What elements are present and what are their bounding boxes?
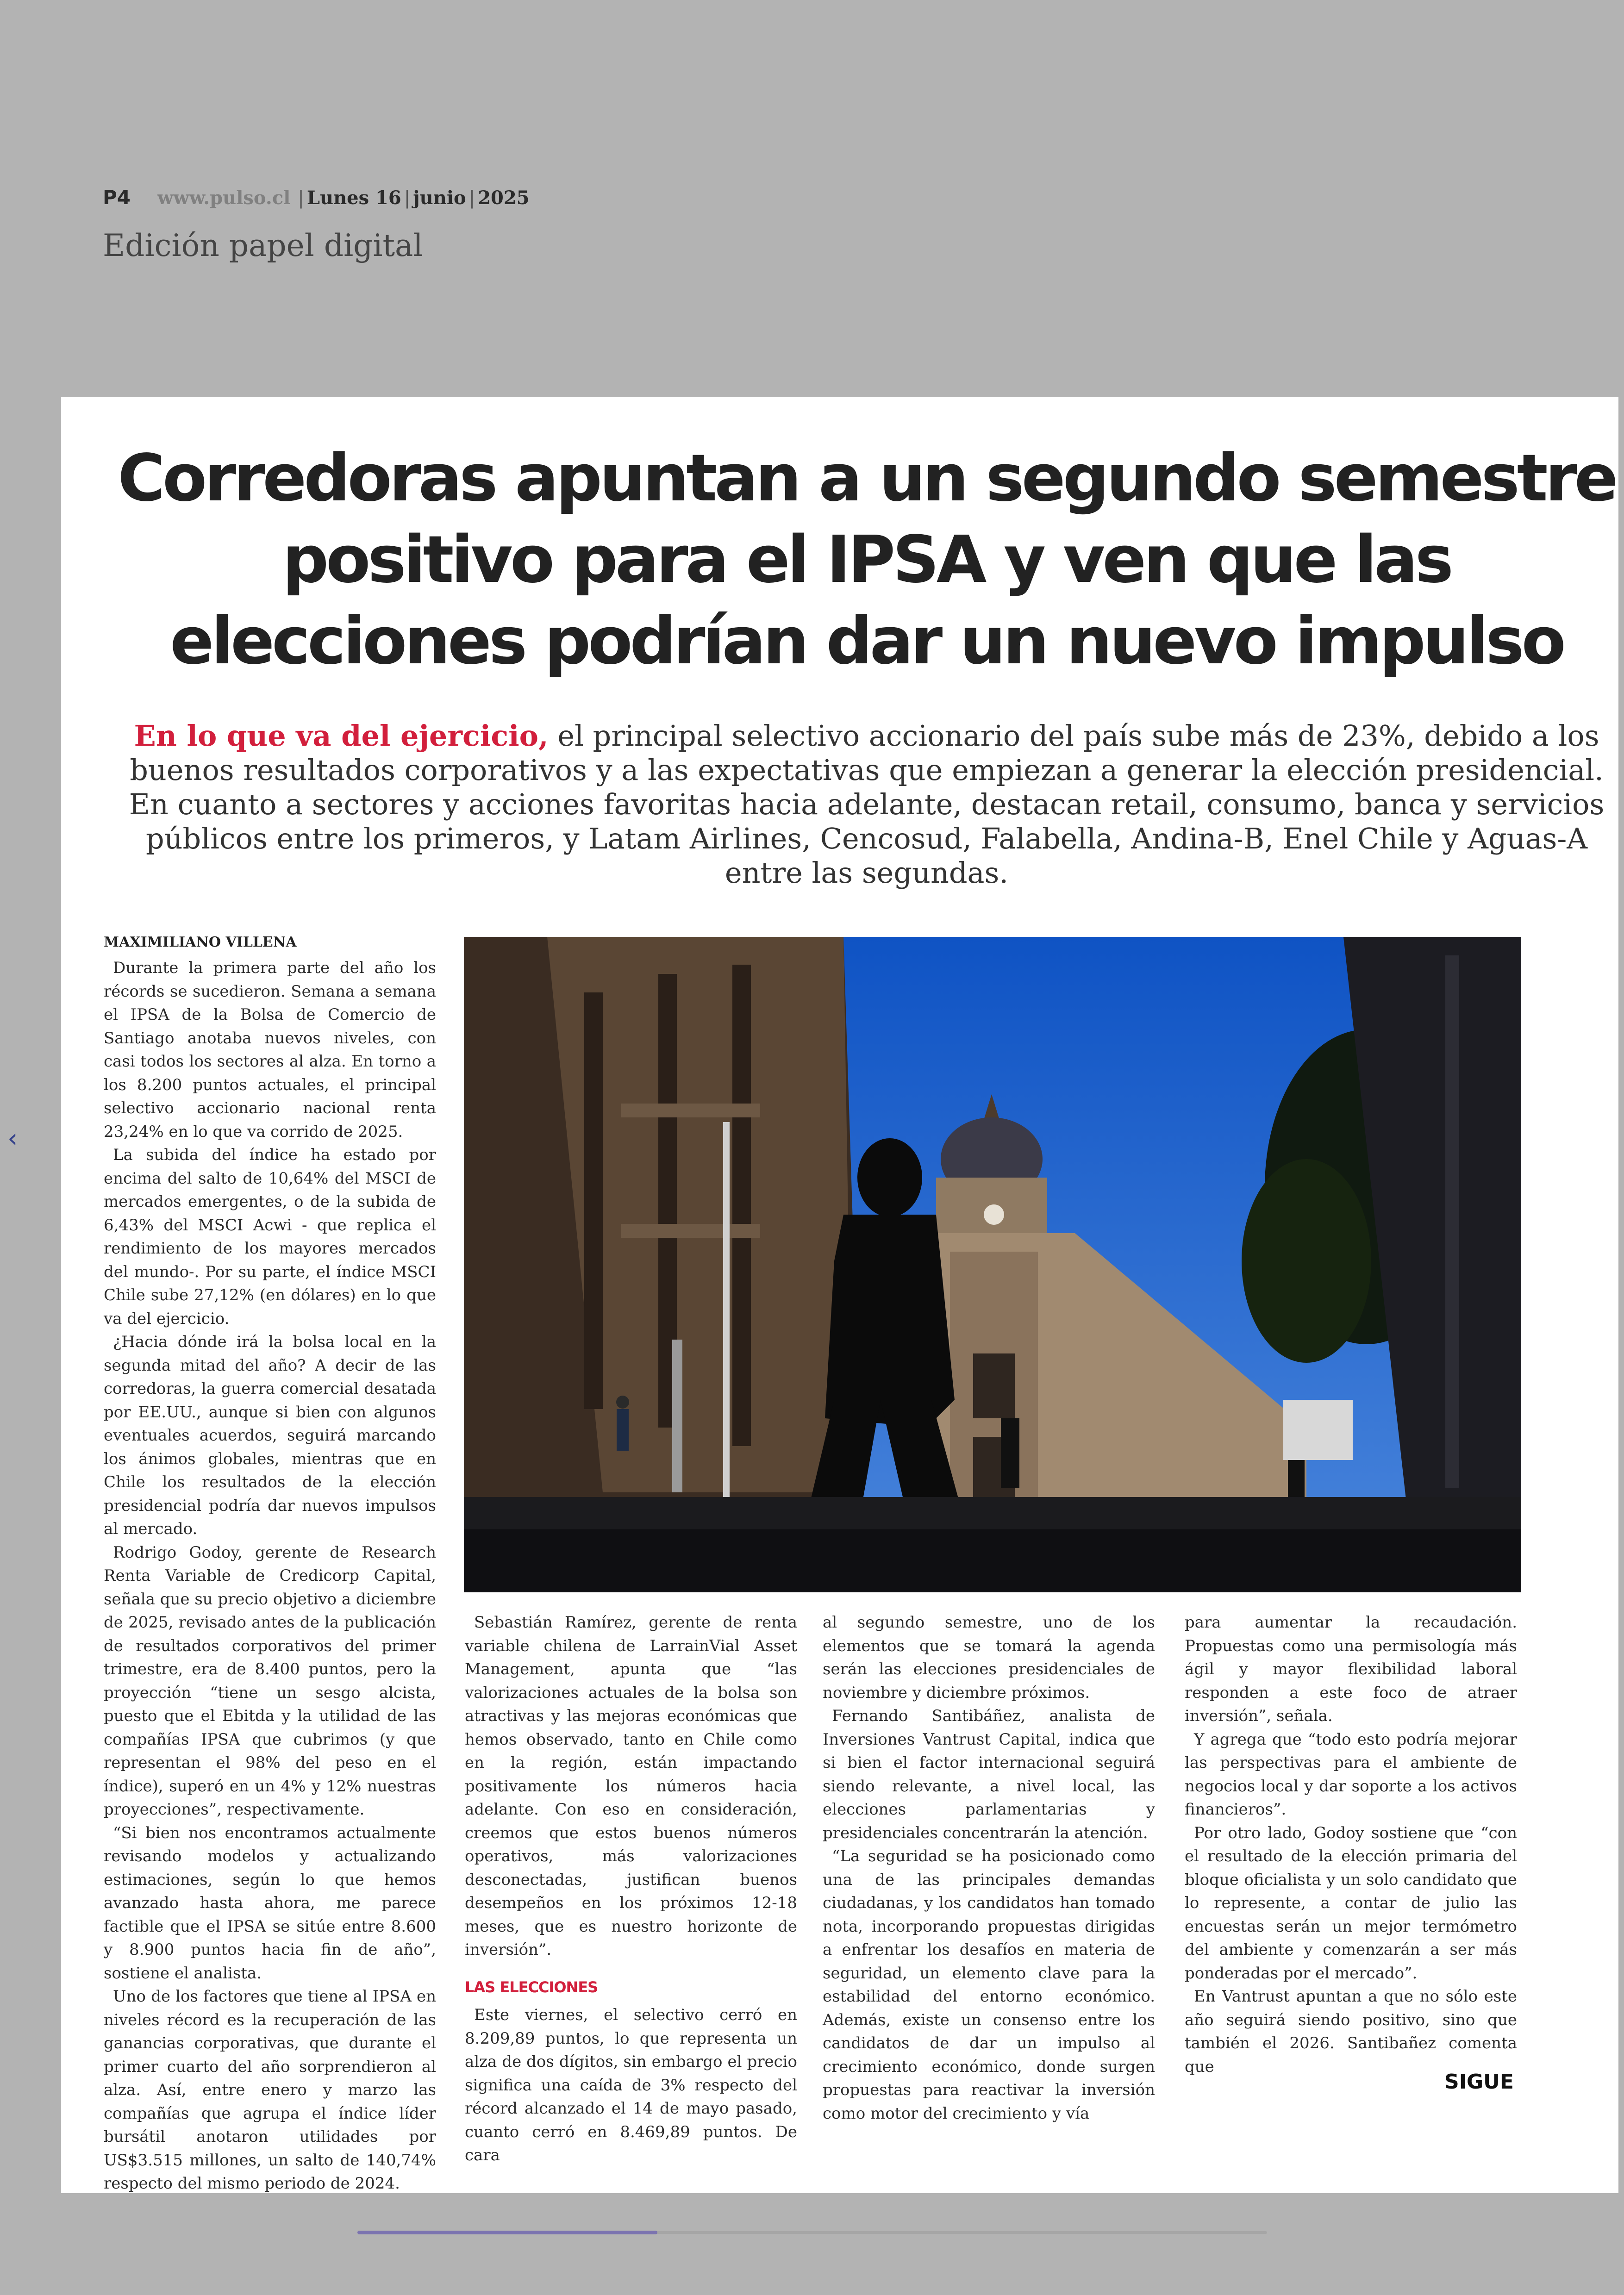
newspaper-page: [61, 397, 1618, 2193]
article-column-1: [104, 956, 436, 2195]
article-photo: [464, 937, 1521, 1592]
paragraph: Durante la primera parte del año los récords se sucedieron. Semana a semana el IPSA de la Bolsa de Comercio de Santiago anotaba nuevos niveles, con casi todos los sectores al alza. En torno a los 8.200 puntos actuales, el principal selectivo accionario nacional renta 23,24% en lo que va corrido de 2025.: [104, 959, 436, 1141]
article-column-4: [1185, 1611, 1517, 2078]
paragraph: para aumentar la recaudación. Propuestas como una permisología más ágil y mayor flexibilidad laboral responden a este foco de atraer inversión”, señala.: [1185, 1613, 1517, 1725]
street-scene-illustration: [464, 937, 1521, 1592]
paragraph: Fernando Santibáñez, analista de Inversiones Vantrust Capital, indica que si bien el factor internacional seguirá siendo relevante, a nivel local, las elecciones parlamentarias y presidenciales concentrarán la atención.: [823, 1707, 1155, 1842]
paragraph: Uno de los factores que tiene al IPSA en niveles récord es la recuperación de las ganancias corporativas, que durante el primer cuarto del año sorprendieron al alza. Así, entre enero y marzo las compañías que agrupa el índice líder bursátil anotaron utilidades por US$3.515 millones, un salto de 140,74% respecto del mismo periodo de 2024.: [104, 1987, 436, 2193]
deck-lead: En lo que va del ejercicio,: [134, 719, 549, 753]
paragraph: al segundo semestre, uno de los elementos que se tomará la agenda serán las elecciones presidenciales de noviembre y diciembre próximos.: [823, 1613, 1155, 1702]
continue-label: SIGUE: [1444, 2070, 1514, 2094]
issue-month: junio: [413, 187, 466, 209]
paragraph: “Si bien nos encontramos actualmente revisando modelos y actualizando estimaciones, según lo que hemos avanzado hasta ahora, me parece factible que el IPSA se sitúe entre 8.600 y 8.900 puntos hacia fin de año”, sostiene el analista.: [104, 1823, 436, 1983]
issue-year: 2025: [478, 187, 530, 209]
issue-day: Lunes 16: [306, 187, 401, 209]
page-scroll-thumb[interactable]: [357, 2231, 657, 2234]
article-headline: [107, 438, 1624, 682]
paragraph: Por otro lado, Godoy sostiene que “con el resultado de la elección primaria del bloque oficialista y un solo candidato que lo represente, a contar de julio las encuestas serán un mejor termómetro del ambiente y comenzarán a ser más ponderadas por el mercado”.: [1185, 1823, 1517, 1983]
paragraph: Este viernes, el selectivo cerró en 8.209,89 puntos, lo que representa un alza de dos dígitos, sin embargo el precio significa una caída de 3% respecto del récord alcanzado el 14 de mayo pasado, cuanto cerró en 8.469,89 puntos. De cara: [465, 2006, 797, 2164]
headline-line: positivo para el IPSA y ven que las: [282, 522, 1451, 598]
page-number: P4: [103, 186, 131, 209]
section-subhead: LAS ELECCIONES: [465, 1978, 598, 1996]
article-deck: [121, 719, 1612, 890]
paragraph: En Vantrust apuntan a que no sólo este año seguirá siendo positivo, sino que también el 2026. Santibañez comenta que: [1185, 1987, 1517, 2076]
paragraph: Sebastián Ramírez, gerente de renta variable chilena de LarrainVial Asset Management, apunta que “las valorizaciones actuales de la bolsa son atractivas y las mejoras económicas que hemos observado, tanto en Chile como en la región, están impactando positivamente los números hacia adelante. Con eso en consideración, creemos que estos buenos números operativos, más valorizaciones desconectadas, justifican buenos desempeños en los próximos 12-18 meses, que es nuestro horizonte de inversión”.: [465, 1613, 797, 1959]
page-scroll-track[interactable]: [357, 2231, 1267, 2234]
article-column-2: [465, 1611, 797, 2167]
edition-label: Edición papel digital: [103, 228, 423, 263]
site-url: www.pulso.cl: [157, 187, 291, 209]
deck-body: el principal selectivo accionario del país sube más de 23%, debido a los buenos resultados corporativos y a las expectativas que empiezan a generar la elección presidencial. En cuanto a sectores y acciones favoritas hacia adelante, destacan retail, consumo, banca y servicios públicos entre los primeros, y Latam Airlines, Cencosud, Falabella, Andina-B, Enel Chile y Aguas-A entre las segundas.: [129, 719, 1605, 890]
previous-page-icon[interactable]: ‹: [7, 1123, 18, 1154]
paragraph: ¿Hacia dónde irá la bolsa local en la segunda mitad del año? A decir de las corredoras, la guerra comercial desatada por EE.UU., aunque si bien con algunos eventuales acuerdos, seguirá marcando los ánimos globales, mientras que en Chile los resultados de la elección presidencial podría dar nuevos impulsos al mercado.: [104, 1333, 436, 1538]
byline: MAXIMILIANO VILLENA: [104, 934, 297, 950]
paragraph: Rodrigo Godoy, gerente de Research Renta Variable de Credicorp Capital, señala que su precio objetivo a diciembre de 2025, revisado antes de la publicación de resultados corporativos del primer trimestre, era de 8.400 puntos, pero la proyección “tiene un sesgo alcista, puesto que el Ebitda y la utilidad de las compañías IPSA que cubrimos (y que representan el 98% del peso en el índice), superó en un 4% y 12% nuestras proyecciones”, respectivamente.: [104, 1543, 436, 1819]
page-header-meta: P4 www.pulso.cl | Lunes 16 | junio | 2025: [103, 186, 530, 209]
article-column-3: [823, 1611, 1155, 2125]
headline-line: elecciones podrían dar un nuevo impulso: [170, 604, 1563, 679]
paragraph: Y agrega que “todo esto podría mejorar las perspectivas para el ambiente de negocios local y dar soporte a los activos financieros”.: [1185, 1730, 1517, 1819]
paragraph: “La seguridad se ha posicionado como una de las principales demandas ciudadanas, y los candidatos han tomado nota, incorporando propuestas dirigidas a enfrentar los desafíos en materia de seguridad, un elemento clave para la estabilidad del entorno económico. Además, existe un consenso entre los candidatos de dar un impulso al crecimiento económico, donde surgen propuestas para reactivar la inversión como motor del crecimiento y vía: [823, 1847, 1155, 2123]
paragraph: La subida del índice ha estado por encima del salto de 10,64% del MSCI de mercados emergentes, o de la subida de 6,43% del MSCI Acwi - que replica el rendimiento de los mayores mercados del mundo-. Por su parte, el índice MSCI Chile sube 27,12% (en dólares) en lo que va del ejercicio.: [104, 1146, 436, 1328]
headline-line: Corredoras apuntan a un segundo semestre: [118, 441, 1616, 516]
